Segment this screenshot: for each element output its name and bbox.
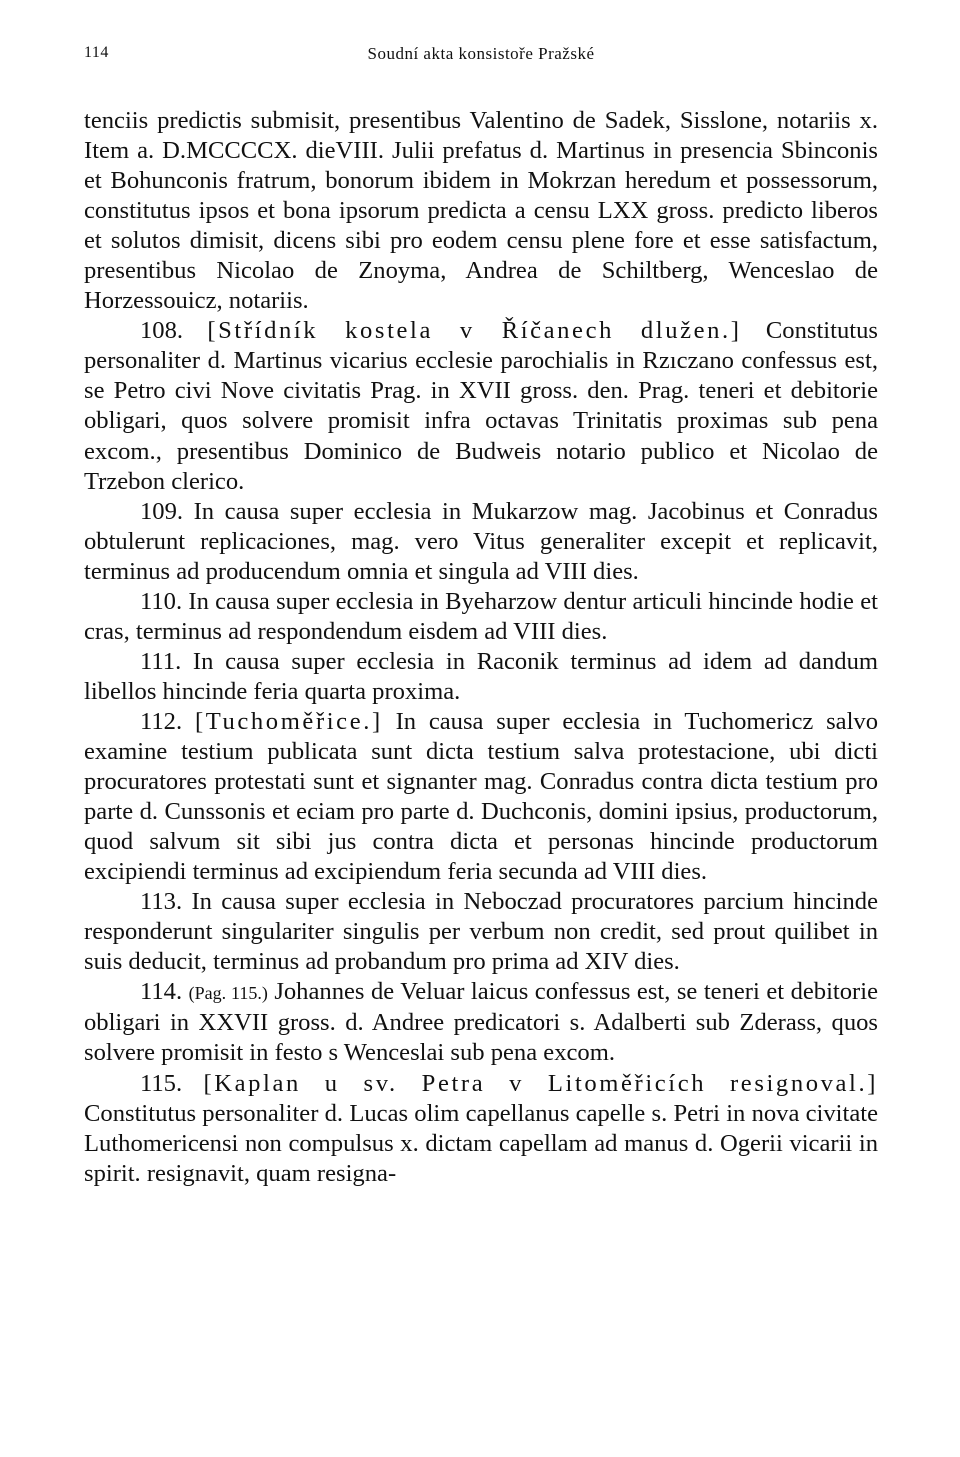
continuation-paragraph	[84, 106, 878, 316]
entry-110	[84, 587, 878, 647]
entry-text: Constitutus personaliter d. Lucas olim capellanus capelle s. Petri in nova civitate Luthomericensi non compulsus x. dictam capellam ad manus d. Ogerii vicarii in spirit. resignavit, quam resigna-	[84, 1099, 878, 1187]
entry-number: 113.	[140, 888, 183, 916]
entry-111	[84, 647, 878, 707]
entry-115	[84, 1069, 878, 1189]
entry-number: 110.	[140, 587, 183, 615]
running-title: Soudní akta konsistoře Pražské	[367, 44, 595, 63]
entry-number: 111.	[140, 647, 182, 675]
entry-heading: [Tuchoměřice.]	[194, 707, 383, 735]
page-reference: (Pag. 115.)	[188, 983, 268, 1004]
document-page	[84, 44, 878, 1434]
entry-text: In causa super ecclesia in Neboczad procuratores parcium hincinde responderunt singulariter singulis per verbum non credit, sed prout quilibet in suis deducit, terminus ad probandum pro prima ad XIV dies.	[84, 888, 878, 976]
entry-text: In causa super ecclesia in Raconik terminus ad idem ad dandum libellos hincinde feria quarta proxima.	[84, 647, 878, 705]
running-header	[84, 44, 878, 76]
page-number: 114	[84, 44, 109, 61]
continuation-text: tenciis predictis submisit, presentibus Valentino de Sadek, Sisslone, notariis x. Item a. D.MCCCCX. dieVIII. Julii prefatus d. Martinus in presencia Sbinconis et Bohunconis fratrum, bonorum ibidem in Mokrzan heredum et possessorum, constitutus ipsos et bona ipsorum predicta a censu LXX gross. predicto liberos et solutos dimisit, dicens sibi pro eodem censu plene fore et esse satisfactum, presentibus Nicolao de Znoyma, Andrea de Schiltberg, Wenceslao de Horzessouicz, notariis.	[84, 107, 878, 315]
entry-113	[84, 887, 878, 977]
entry-heading: [Kaplan u sv. Petra v Litoměřicích resignoval.]	[203, 1069, 878, 1097]
entry-number: 115.	[140, 1069, 183, 1097]
entry-108	[84, 316, 878, 496]
entry-heading: [Střídník kostela v Říčanech dlužen.]	[207, 317, 742, 345]
entry-text: Johannes de Veluar laicus confessus est, se teneri et debitorie obligari in XXVII gross. d. Andree predicatori s. Adalberti sub Zderass, quos solvere promisit in festo s Wenceslai sub pena excom.	[84, 978, 878, 1067]
entry-number: 108.	[140, 317, 184, 345]
entry-text: In causa super ecclesia in Tuchomericz salvo examine testium publicata sunt dicta testium salva protestacione, ubi dicti procuratores protestati sunt et signanter mag. Conradus contra dicta testium pro parte d. Cunssonis et eciam pro parte d. Duchconis, domini ipsius, productorum, quod salvum sit sibi jus contra dicta et personas hincinde productorum excipiendi terminus ad excipiendum feria secunda ad VIII dies.	[84, 707, 879, 886]
entry-109	[84, 497, 878, 587]
entry-112	[84, 707, 878, 887]
body-text	[84, 106, 878, 1189]
entry-number: 109.	[140, 497, 184, 525]
entry-text: In causa super ecclesia in Byeharzow dentur articuli hincinde hodie et cras, terminus ad respondendum eisdem ad VIII dies.	[84, 587, 878, 645]
entry-text: In causa super ecclesia in Mukarzow mag. Jacobinus et Conradus obtulerunt replicaciones, mag. vero Vitus generaliter excepit et replicavit, terminus ad producendum omnia et singula ad VIII dies.	[84, 497, 878, 585]
entry-114	[84, 977, 878, 1068]
entry-number: 114.	[140, 978, 183, 1006]
entry-text: Constitutus personaliter d. Martinus vicarius ecclesie parochialis in Rzıczano confessus est, se Petro civi Nove civitatis Prag. in XVII gross. den. Prag. teneri et debitorie obligari, quos solvere promisit infra octavas Trinitatis proximas sub pena excom., presentibus Dominico de Budweis notario publico et Nicolao de Trzebon clerico.	[84, 317, 878, 495]
entry-number: 112.	[140, 707, 183, 735]
